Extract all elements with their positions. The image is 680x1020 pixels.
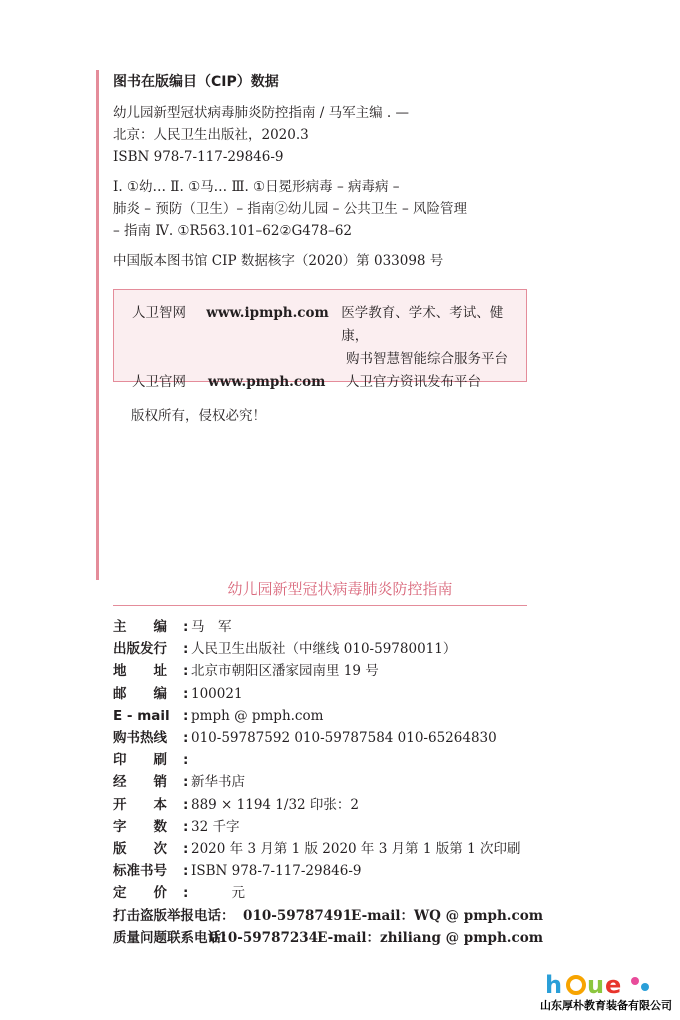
detail-row: 经 销 : 新华书店	[113, 771, 543, 793]
detail-row: 主 编 : 马 军	[113, 616, 543, 638]
detail-label: 邮 编	[113, 685, 167, 702]
report-phone: 010-59787234	[209, 929, 319, 946]
svg-text:h: h	[545, 971, 563, 997]
detail-value: 马 军	[191, 619, 232, 635]
book-title: 幼儿园新型冠状病毒肺炎防控指南	[227, 580, 453, 598]
cip-block	[113, 72, 533, 272]
detail-row: 定 价 : 元	[113, 882, 543, 904]
detail-value: 北京市朝阳区潘家园南里 19 号	[191, 663, 379, 680]
publication-details	[113, 616, 543, 949]
cip-classification-line: – 指南 Ⅳ. ①R563.101–62②G478–62	[113, 223, 353, 239]
detail-row: 印 刷 :	[113, 749, 543, 771]
detail-label: 字 数	[113, 818, 167, 835]
detail-label: 定 价	[113, 885, 167, 902]
detail-value: ISBN 978-7-117-29846-9	[191, 863, 362, 880]
detail-label: 标准书号	[113, 863, 167, 880]
info-row	[132, 371, 526, 394]
detail-label: 印 刷	[113, 752, 167, 769]
brand-logo	[543, 971, 667, 997]
report-email[interactable]: E-mail：zhiliang @ pmph.com	[317, 929, 543, 946]
cip-line: 幼儿园新型冠状病毒肺炎防控指南 / 马军主编 . —	[113, 105, 410, 121]
detail-row: 邮 编 : 100021	[113, 683, 543, 705]
detail-row: 字 数 : 32 千字	[113, 816, 543, 838]
cip-line: ISBN 978-7-117-29846-9	[113, 149, 284, 165]
svg-text:u: u	[587, 971, 605, 997]
report-row: 打击盗版举报电话： 010-59787491 E-mail：WQ @ pmph.com	[113, 905, 543, 927]
detail-value: 100021	[191, 685, 243, 702]
site-desc: 医学教育、学术、考试、健康，	[341, 305, 504, 344]
detail-value: 010-59787592 010-59787584 010-65264830	[191, 730, 497, 747]
site-name: 人卫官网	[132, 374, 186, 390]
detail-label: 地 址	[113, 663, 167, 680]
cip-verify-line: 中国版本图书馆 CIP 数据核字（2020）第 033098 号	[113, 253, 444, 269]
website-info-box	[113, 289, 527, 390]
detail-row: 版 次 : 2020 年 3 月第 1 版 2020 年 3 月第 1 版第 1 次印刷	[113, 838, 543, 860]
cip-classification-line: 肺炎 – 预防（卫生）– 指南②幼儿园 – 公共卫生 – 风险管理	[113, 201, 468, 217]
site-url	[208, 348, 346, 371]
detail-row: 地 址 : 北京市朝阳区潘家园南里 19 号	[113, 660, 543, 682]
copyright-notice: 版权所有，侵权必究！	[131, 408, 266, 424]
title-divider	[113, 605, 527, 606]
cip-classification-line: Ⅰ. ①幼… Ⅱ. ①马… Ⅲ. ①日冕形病毒 – 病毒病 –	[113, 179, 400, 195]
detail-value: 2020 年 3 月第 1 版 2020 年 3 月第 1 版第 1 次印刷	[191, 841, 521, 858]
svg-text:e: e	[605, 971, 622, 997]
report-phone: 010-59787491	[243, 907, 352, 924]
info-row	[132, 302, 526, 348]
detail-value: 889 × 1194 1/32 印张：2	[191, 796, 360, 813]
detail-row: E - mail : pmph @ pmph.com	[113, 705, 543, 727]
detail-row: 标准书号 : ISBN 978-7-117-29846-9	[113, 860, 543, 882]
info-row	[132, 348, 526, 371]
detail-label: 开 本	[113, 796, 167, 813]
site-name: 人卫智网	[132, 305, 186, 321]
brand-name: 山东厚朴教育装备有限公司	[540, 999, 672, 1012]
detail-label: E - mail	[113, 707, 170, 724]
detail-label: 经 销	[113, 774, 167, 791]
site-desc: 人卫官方资讯发布平台	[346, 374, 481, 390]
detail-label: 购书热线	[113, 730, 167, 747]
report-email[interactable]: E-mail：WQ @ pmph.com	[351, 907, 543, 924]
detail-label: 版 次	[113, 841, 167, 858]
detail-row: 开 本 : 889 × 1194 1/32 印张：2	[113, 794, 543, 816]
detail-value: 新华书店	[191, 774, 245, 791]
accent-bar	[96, 70, 99, 580]
site-url[interactable]: www.pmph.com	[208, 374, 326, 390]
site-desc: 购书智慧智能综合服务平台	[346, 351, 508, 367]
detail-value: 元	[191, 885, 245, 902]
detail-label: 主 编	[113, 619, 167, 635]
detail-row: 出版发行 : 人民卫生出版社（中继线 010-59780011）	[113, 638, 543, 660]
cip-heading: 图书在版编目（CIP）数据	[113, 74, 279, 90]
detail-value: 32 千字	[191, 818, 240, 835]
email-value[interactable]: pmph @ pmph.com	[191, 707, 324, 724]
site-url[interactable]: www.ipmph.com	[206, 305, 329, 321]
detail-row: 购书热线 : 010-59787592 010-59787584 010-65264830	[113, 727, 543, 749]
site-name	[132, 348, 208, 371]
detail-label: 出版发行	[113, 641, 167, 658]
report-row: 质量问题联系电话： 010-59787234 E-mail：zhiliang @ pmph.com	[113, 927, 543, 949]
detail-value: 人民卫生出版社（中继线 010-59780011）	[191, 641, 457, 658]
cip-line: 北京：人民卫生出版社，2020.3	[113, 127, 309, 143]
